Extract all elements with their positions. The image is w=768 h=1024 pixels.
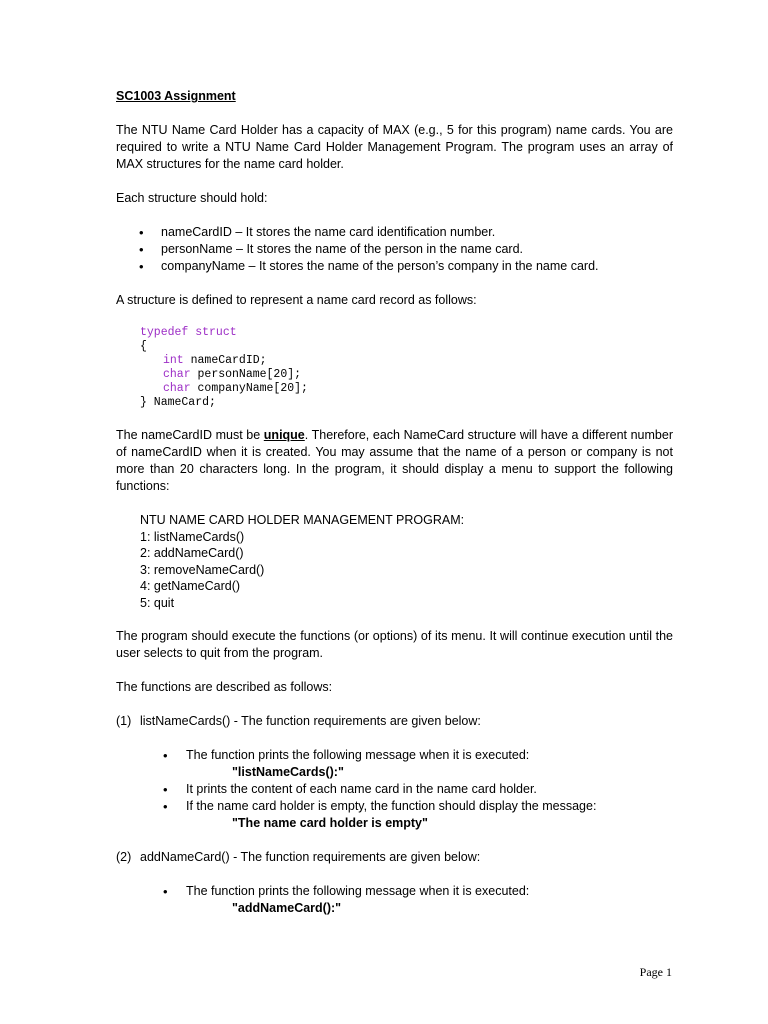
code-keyword: typedef struct — [140, 326, 237, 339]
document-page — [116, 88, 673, 934]
menu-item: 1: listNameCards() — [140, 529, 245, 544]
list-item — [163, 781, 673, 798]
code-line: } NameCard; — [140, 396, 216, 409]
text-span: The nameCardID must be — [116, 428, 264, 442]
text-span: . Therefore, each NameCard structure will have a different number of nameCardID when it is created. You may assume that the name of a person or company is not more than 20 characters long. In the program, it should display a menu to support the following functions: — [116, 428, 673, 493]
program-menu — [116, 512, 673, 611]
function-2-heading — [116, 849, 673, 866]
menu-item: 3: removeNameCard() — [140, 562, 265, 577]
structure-heading: Each structure should hold: — [116, 191, 268, 205]
function-number: (2) — [116, 850, 132, 864]
list-item-text: If the name card holder is empty, the function should display the message: — [186, 799, 597, 813]
code-keyword: char — [163, 382, 191, 395]
list-item-text: The function prints the following message when it is executed: — [186, 884, 530, 898]
menu-item: 5: quit — [140, 595, 175, 610]
page-number: Page 1 — [639, 965, 672, 979]
struct-intro: A structure is defined to represent a name card record as follows: — [116, 293, 477, 307]
quoted-message: "addNameCard():" — [232, 901, 342, 915]
code-line: { — [140, 340, 147, 353]
intro-paragraph: The NTU Name Card Holder has a capacity of MAX (e.g., 5 for this program) name cards. You are required to write a NTU Name Card Holder Management Program. The program uses an array of MAX structures for the name card holder. — [116, 123, 673, 171]
function-1-list — [116, 747, 673, 832]
code-keyword: char — [163, 368, 191, 381]
code-line: companyName[20]; — [190, 382, 308, 395]
list-item — [163, 798, 673, 832]
list-item: • personName – It stores the name of the person in the name card. — [139, 241, 673, 258]
execution-paragraph: The program should execute the functions (or options) of its menu. It will continue execution until the user selects to quit from the program. — [116, 629, 673, 660]
menu-title: NTU NAME CARD HOLDER MANAGEMENT PROGRAM: — [140, 513, 465, 527]
list-item: • companyName – It stores the name of the person’s company in the name card. — [139, 258, 673, 275]
function-heading-text: listNameCards() - The function requirements are given below: — [140, 714, 481, 728]
list-item — [163, 747, 673, 781]
menu-item: 2: addNameCard() — [140, 546, 244, 560]
code-line: nameCardID; — [183, 354, 267, 367]
function-number: (1) — [116, 714, 132, 728]
code-block — [140, 326, 673, 410]
list-item — [163, 883, 673, 917]
document-title: SC1003 Assignment — [116, 89, 236, 103]
function-2-list — [116, 883, 673, 917]
menu-item: 4: getNameCard() — [140, 579, 241, 593]
list-item-text: The function prints the following message when it is executed: — [186, 748, 530, 762]
function-1-heading — [116, 713, 673, 730]
quoted-message: "The name card holder is empty" — [232, 816, 428, 830]
code-line: personName[20]; — [190, 368, 302, 381]
functions-intro: The functions are described as follows: — [116, 680, 333, 694]
code-keyword: int — [163, 354, 184, 367]
emphasis-text: unique — [263, 428, 305, 442]
unique-paragraph — [116, 427, 673, 495]
fields-list — [116, 224, 673, 275]
list-item-text: It prints the content of each name card in the name card holder. — [186, 782, 537, 796]
list-item: • nameCardID – It stores the name card identification number. — [139, 224, 673, 241]
function-heading-text: addNameCard() - The function requirements are given below: — [140, 850, 481, 864]
quoted-message: "listNameCards():" — [232, 765, 344, 779]
